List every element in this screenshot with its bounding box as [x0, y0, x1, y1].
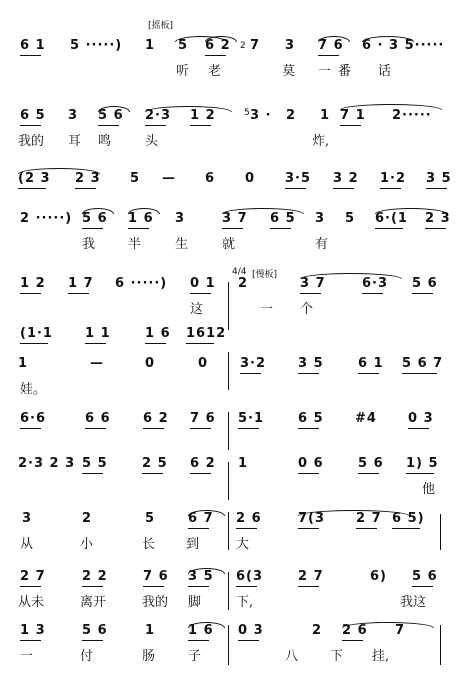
lyric-text: 这 — [190, 302, 204, 317]
note-group: 3 5 — [426, 171, 452, 186]
rhythm-underline — [298, 373, 319, 374]
note-group: 1 6 — [128, 211, 154, 226]
note-group: 1 1 — [85, 326, 111, 341]
rhythm-underline — [85, 343, 106, 344]
barline — [228, 352, 229, 390]
rhythm-underline — [190, 125, 211, 126]
rhythm-underline — [412, 293, 433, 294]
rhythm-underline — [190, 473, 211, 474]
note-group: 2 2 — [82, 569, 108, 584]
note-group: 7 — [250, 38, 261, 53]
note-group: 6 2 — [190, 456, 216, 471]
lyric-text: 番 — [338, 64, 352, 79]
rhythm-underline — [145, 343, 166, 344]
rhythm-underline — [238, 428, 259, 429]
lyric-text: 一 — [260, 302, 274, 317]
rhythm-underline — [300, 293, 321, 294]
rhythm-underline — [298, 528, 319, 529]
note-group: 7 6 — [143, 569, 169, 584]
note-group: 2 3 — [425, 211, 451, 226]
rhythm-underline — [298, 473, 319, 474]
barline — [228, 282, 229, 330]
rhythm-underline — [236, 528, 257, 529]
rhythm-underline — [342, 640, 363, 641]
rhythm-underline — [128, 228, 149, 229]
note-group: 6 5 — [298, 411, 324, 426]
slur — [145, 106, 232, 112]
slur — [362, 36, 414, 42]
note-group: 6 · 3 5····· — [362, 38, 445, 53]
note-group: 1) 5 — [406, 456, 439, 471]
note-group: 0 — [198, 356, 209, 371]
meter-marking: 4/4 — [232, 267, 247, 277]
note-group: 6 1 — [358, 356, 384, 371]
lyric-text: 莫 — [282, 64, 296, 79]
lyric-text: 老 — [208, 64, 222, 79]
rhythm-underline — [85, 428, 106, 429]
lyric-text: 话 — [378, 64, 392, 79]
lyric-text: 炸, — [312, 134, 330, 149]
note-group: 6 ·····) — [115, 276, 168, 291]
lyric-text: 长 — [142, 537, 156, 552]
barline — [440, 514, 441, 550]
rhythm-underline — [20, 428, 41, 429]
lyric-text: 一 — [318, 64, 332, 79]
rhythm-underline — [145, 125, 166, 126]
note-group: 3 5 — [298, 356, 324, 371]
note-group: 2 — [312, 623, 323, 638]
note-group: 6·(1 — [375, 211, 408, 226]
note-group: 6 5 — [20, 108, 46, 123]
lyric-text: 八 — [285, 649, 299, 664]
lyric-text: 个 — [300, 302, 314, 317]
lyric-text: 我的 — [18, 134, 45, 149]
lyric-text: 下, — [236, 595, 254, 610]
barline — [228, 572, 229, 610]
barline — [228, 512, 229, 550]
slur — [300, 273, 402, 279]
note-group: 0 3 — [408, 411, 434, 426]
rhythm-underline — [318, 55, 339, 56]
note-group: 2 — [286, 108, 297, 123]
lyric-text: 下 — [330, 649, 344, 664]
rhythm-underline — [143, 586, 164, 587]
lyric-text: 大 — [236, 537, 250, 552]
note-group: 6 2 — [205, 38, 231, 53]
slur — [18, 168, 100, 174]
note-group: 0 1 — [190, 276, 216, 291]
note-group: — — [162, 171, 176, 186]
note-group: 6(3 — [236, 569, 264, 584]
note-group: 6 1 — [20, 38, 46, 53]
note-group: 5 6 — [412, 276, 438, 291]
barline — [440, 625, 441, 665]
slur — [128, 208, 160, 214]
note-group: 2·3 — [145, 108, 172, 123]
lyric-text: 小 — [80, 537, 94, 552]
lyric-text: 从 — [20, 537, 34, 552]
note-group: 1 6 — [145, 326, 171, 341]
note-group: 2 7 — [298, 569, 324, 584]
note-group: 7 6 — [318, 38, 344, 53]
rhythm-underline — [408, 428, 429, 429]
note-group: 6 — [205, 171, 216, 186]
slur — [222, 208, 304, 214]
note-group: 3 7 — [300, 276, 326, 291]
note-group: 2 7 — [20, 569, 46, 584]
note-group: 3·2 — [240, 356, 267, 371]
note-group: 6 5) — [392, 511, 425, 526]
rhythm-underline — [188, 586, 209, 587]
note-group: 2 6 — [342, 623, 368, 638]
note-group: 1 3 — [20, 623, 46, 638]
barline — [228, 625, 229, 665]
lyric-text: 到 — [186, 537, 200, 552]
lyric-text: 我 — [82, 237, 96, 252]
lyric-text: 离开 — [80, 595, 107, 610]
lyric-text: 子 — [188, 649, 202, 664]
lyric-text: 付 — [80, 649, 94, 664]
rhythm-underline — [270, 228, 291, 229]
rhythm-underline — [190, 293, 211, 294]
note-group: 6·3 — [362, 276, 389, 291]
slur — [342, 622, 434, 628]
rhythm-underline — [222, 228, 243, 229]
note-group: 3 2 — [333, 171, 359, 186]
rhythm-underline — [240, 373, 261, 374]
note-group: 2 — [82, 511, 93, 526]
note-group: 7 1 — [340, 108, 366, 123]
note-group: 6) — [370, 569, 387, 584]
rhythm-underline — [425, 228, 446, 229]
rhythm-underline — [356, 528, 377, 529]
lyric-text: 头 — [145, 134, 159, 149]
rhythm-underline — [142, 473, 163, 474]
note-group: 1 6 — [188, 623, 214, 638]
rhythm-underline — [20, 293, 41, 294]
rhythm-underline — [380, 188, 401, 189]
rhythm-underline — [20, 343, 48, 344]
slur — [375, 208, 447, 214]
note-group: 2 7 — [356, 511, 382, 526]
note-group: 0 3 — [238, 623, 264, 638]
rhythm-underline — [82, 228, 103, 229]
note-group: 7(3 — [298, 511, 326, 526]
rhythm-underline — [20, 55, 41, 56]
slur — [205, 36, 237, 42]
note-group: 1 — [18, 356, 29, 371]
slur — [318, 36, 350, 42]
note-group: 5·1 — [238, 411, 265, 426]
slur — [188, 622, 225, 628]
slur — [98, 106, 130, 112]
rhythm-underline — [406, 473, 434, 474]
note-group: (2 3 — [18, 171, 51, 186]
rhythm-underline — [188, 640, 209, 641]
rhythm-underline — [238, 640, 259, 641]
lyric-text: 他 — [422, 482, 436, 497]
note-group: 6 7 — [188, 511, 214, 526]
lyric-text: 脚 — [188, 595, 202, 610]
note-group: 2 5 — [142, 456, 168, 471]
rhythm-underline — [20, 125, 41, 126]
note-group: 7 — [395, 623, 406, 638]
note-group: 3 7 — [222, 211, 248, 226]
lyric-text: 生 — [175, 237, 189, 252]
slur — [188, 510, 225, 516]
note-group: 5 — [145, 511, 156, 526]
note-group: 5 6 — [82, 623, 108, 638]
note-group: 5 — [345, 211, 356, 226]
rhythm-underline — [392, 528, 420, 529]
note-group: 6 2 — [143, 411, 169, 426]
lyric-text: 鸣 — [98, 134, 112, 149]
note-group: 1 — [238, 456, 249, 471]
rhythm-underline — [20, 586, 41, 587]
note-group: 6·6 — [20, 411, 47, 426]
note-group: 1 — [145, 623, 156, 638]
slur — [82, 208, 114, 214]
rhythm-underline — [285, 188, 306, 189]
slur — [340, 104, 442, 110]
lyric-text: 有 — [315, 237, 329, 252]
tempo-marking-yaoban: [摇板] — [148, 21, 174, 31]
note-group: 2 ·····) — [20, 211, 73, 226]
rhythm-underline — [82, 586, 103, 587]
note-group: 1·2 — [380, 171, 407, 186]
note-group: 6 5 — [270, 211, 296, 226]
rhythm-underline — [298, 586, 319, 587]
rhythm-underline — [68, 293, 89, 294]
note-group: 5 6 — [82, 211, 108, 226]
grace-note: 2 — [240, 41, 246, 51]
note-group: 5 6 — [358, 456, 384, 471]
rhythm-underline — [236, 586, 257, 587]
rhythm-underline — [18, 188, 46, 189]
rhythm-underline — [358, 373, 379, 374]
lyric-text: 肠 — [142, 649, 156, 664]
note-group: 3 · — [250, 108, 272, 123]
lyric-text: 我的 — [142, 595, 169, 610]
note-group: 1 — [320, 108, 331, 123]
note-group: (1·1 — [20, 326, 53, 341]
note-group: 5 ·····) — [70, 38, 123, 53]
note-group: 3 — [22, 511, 33, 526]
note-group: 3·5 — [285, 171, 312, 186]
note-group: 2 3 — [75, 171, 101, 186]
note-group: 2 — [238, 276, 249, 291]
note-group: 5 — [178, 38, 189, 53]
rhythm-underline — [426, 188, 447, 189]
barline — [228, 412, 229, 450]
note-group: 5 6 — [412, 569, 438, 584]
note-group: 3 — [175, 211, 186, 226]
note-group: 1 7 — [68, 276, 94, 291]
lyric-text: 听 — [176, 64, 190, 79]
note-group: 0 — [145, 356, 156, 371]
note-group: 3 — [315, 211, 326, 226]
note-group: 5 5 — [82, 456, 108, 471]
grace-note: 5 — [244, 108, 250, 118]
note-group: 7 6 — [190, 411, 216, 426]
rhythm-underline — [362, 293, 383, 294]
note-group: 3 5 — [188, 569, 214, 584]
note-group: 2····· — [392, 108, 432, 123]
note-group: 2·3 2 3 — [18, 456, 76, 471]
rhythm-underline — [340, 125, 361, 126]
note-group: 5 6 7 — [402, 356, 444, 371]
note-group: 1 — [145, 38, 156, 53]
note-group: 5 6 — [98, 108, 124, 123]
note-group: #4 — [355, 411, 377, 426]
rhythm-underline — [188, 528, 209, 529]
note-group: 0 — [245, 171, 256, 186]
rhythm-underline — [75, 188, 96, 189]
rhythm-underline — [20, 640, 41, 641]
barline — [228, 462, 229, 500]
note-group: 3 — [285, 38, 296, 53]
rhythm-underline — [98, 125, 119, 126]
rhythm-underline — [375, 228, 403, 229]
rhythm-underline — [358, 473, 379, 474]
slur — [188, 568, 225, 574]
lyric-text: 一 — [20, 649, 34, 664]
note-group: 1612 — [186, 326, 227, 341]
slur — [298, 510, 410, 516]
rhythm-underline — [412, 586, 433, 587]
rhythm-underline — [190, 428, 211, 429]
lyric-text: 娃。 — [20, 382, 47, 397]
tempo-marking-manban: [慢板] — [252, 270, 278, 280]
note-group: 6 6 — [85, 411, 111, 426]
note-group: 2 6 — [236, 511, 262, 526]
lyric-text: 半 — [128, 237, 142, 252]
rhythm-underline — [82, 640, 103, 641]
rhythm-underline — [205, 55, 226, 56]
rhythm-underline — [143, 428, 164, 429]
note-group: 3 — [68, 108, 79, 123]
rhythm-underline — [402, 373, 437, 374]
note-group: 1 2 — [190, 108, 216, 123]
rhythm-underline — [82, 473, 103, 474]
rhythm-underline — [333, 188, 354, 189]
note-group: 0 6 — [298, 456, 324, 471]
lyric-text: 我这 — [400, 595, 427, 610]
rhythm-underline — [186, 343, 214, 344]
lyric-text: 从未 — [18, 595, 45, 610]
lyric-text: 耳 — [68, 134, 82, 149]
lyric-text: 就 — [222, 237, 236, 252]
note-group: 5 — [130, 171, 141, 186]
rhythm-underline — [298, 428, 319, 429]
note-group: 1 2 — [20, 276, 46, 291]
lyric-text: 挂, — [372, 649, 390, 664]
note-group: — — [90, 356, 104, 371]
